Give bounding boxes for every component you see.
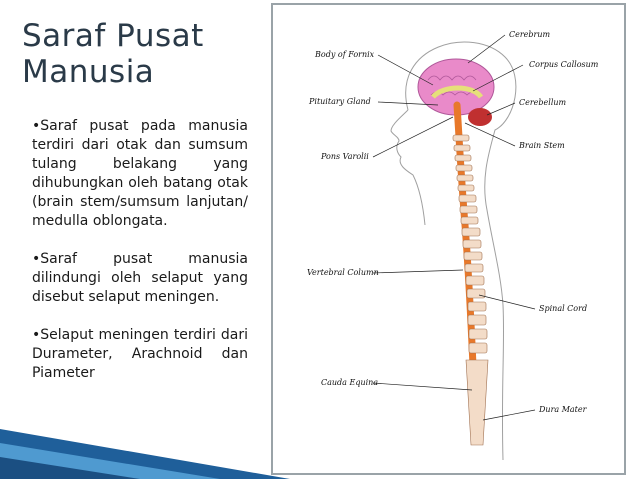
label-cerebrum: Cerebrum [509,30,551,39]
vertebrae [453,135,487,353]
label-vertebral-column: Vertebral Column [307,268,379,277]
label-cauda-equina: Cauda Equina [321,378,379,387]
label-pons-varolii: Pons Varolii [321,152,369,161]
label-brain-stem: Brain Stem [519,141,565,150]
label-corpus-callosum: Corpus Callosum [529,60,599,69]
slide-title-line-1: Saraf Pusat [22,18,204,54]
paragraph-brain-structure: •Saraf pusat pada manusia terdiri dari otak dan sumsum tulang belakang yang dihubungkan oleh batang otak (brain stem/sumsum lanjutan/ medulla oblongata. [32,118,248,229]
label-pituitary-gland: Pituitary Gland [309,97,371,106]
nervous-system-illustration [273,5,624,473]
paragraph-protection: •Saraf pusat manusia dilindungi oleh selaput yang disebut selaput meningen. [32,251,248,305]
slide-title [22,18,262,90]
label-spinal-cord: Spinal Cord [539,304,588,313]
body-text [32,117,248,402]
slide-title-line-2: Manusia [22,54,155,90]
nervous-system-figure [271,3,626,475]
corner-decoration [0,409,290,479]
sacrum-shape [466,360,488,445]
cerebellum-shape [468,108,492,126]
label-cerebellum: Cerebellum [519,98,567,107]
label-body-of-fornix: Body of Fornix [315,50,375,59]
label-dura-mater: Dura Mater [539,405,587,414]
paragraph-meninges: •Selaput meningen terdiri dari Durameter, Arachnoid dan Piameter [32,327,248,381]
